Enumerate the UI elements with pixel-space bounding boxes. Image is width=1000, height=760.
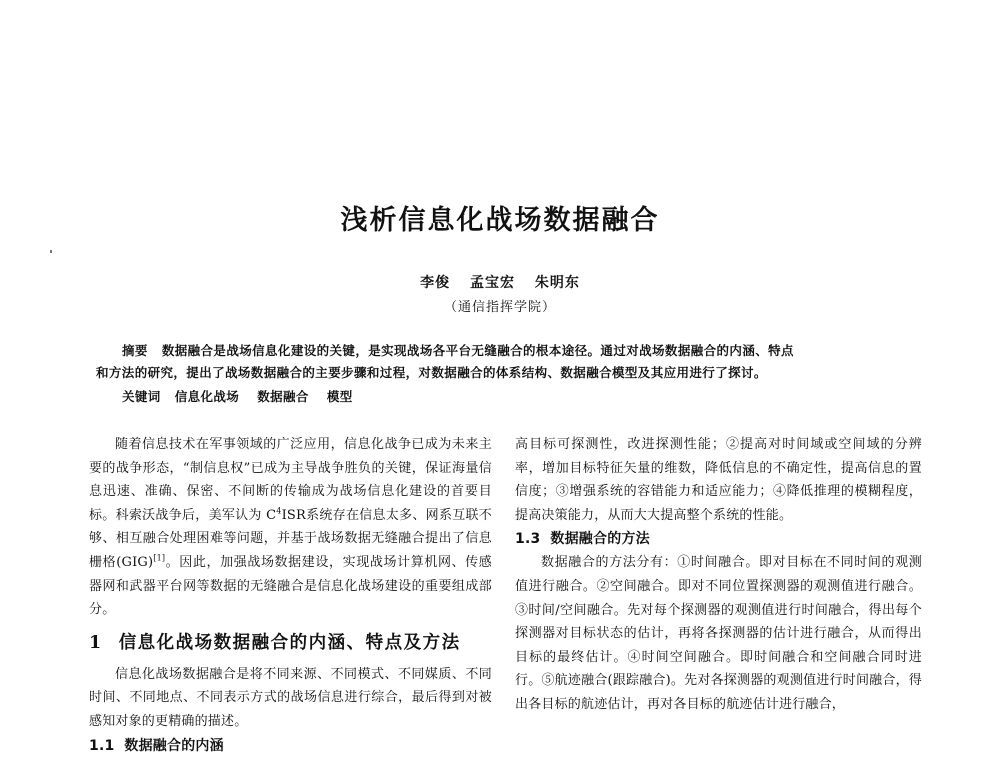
left-column xyxy=(89,433,492,758)
affiliation: （通信指挥学院） xyxy=(443,300,556,315)
keywords-line xyxy=(96,386,931,408)
section-number: 1 xyxy=(89,632,103,653)
paper-title: 浅析信息化战场数据融合 xyxy=(340,205,660,236)
section-1-3-heading xyxy=(515,527,922,551)
abstract-block xyxy=(96,340,931,408)
section-title: 信息化战场数据融合的内涵、特点及方法 xyxy=(118,632,461,653)
abstract-line-1 xyxy=(96,340,931,362)
intro-text-1: 随着信息技术在军事领域的广泛应用，信息化战争已成为未来主要的战争形态，“制信息权”已成为主导战争胜负的关键，保证海量信息迅速、准确、保密、不间断的传输成为战场信息化建设的首要目标。科索沃战争后，美军认为 C xyxy=(89,437,492,523)
keyword: 模型 xyxy=(326,389,353,404)
intro-paragraph xyxy=(89,433,492,622)
keyword: 信息化战场 xyxy=(174,389,240,404)
section-1-1-heading xyxy=(89,734,492,758)
section-title: 数据融合的方法 xyxy=(550,531,650,548)
c4-superscript: 4 xyxy=(276,506,282,516)
authors: 李俊 孟宝宏 朱明东 xyxy=(420,275,580,291)
scan-speck xyxy=(50,250,52,253)
section-1-paragraph: 信息化战场数据融合是将不同来源、不同模式、不同媒质、不同时间、不同地点、不同表示方式的战场信息进行综合，最后得到对被感知对象的更精确的描述。 xyxy=(89,666,492,729)
intro-text-2: ISR系统存在信息太多、网系互联不够、相互融合处理困难等问题，并基于战场数据无缝融合提出了信息栅格(GIG) xyxy=(89,507,492,570)
abstract-text-2: 和方法的研究，提出了战场数据融合的主要步骤和过程，对数据融合的体系结构、数据融合模型及其应用进行了探讨。 xyxy=(96,365,767,380)
right-column xyxy=(515,433,922,717)
intro-text-3: 。因此，加强战场数据建设，实现战场计算机网、传感器网和武器平台网等数据的无缝融合是信息化战场建设的重要组成部分。 xyxy=(89,554,492,618)
keyword: 数据融合 xyxy=(257,389,309,404)
keywords-label: 关键词 xyxy=(122,389,161,404)
abstract-label: 摘要 xyxy=(122,343,148,358)
right-paragraph-2: 数据融合的方法分有：①时间融合。即对目标在不同时间的观测值进行融合。②空间融合。即对不同位置探测器的观测值进行融合。③时间/空间融合。先对每个探测器的观测值进行时间融合，得出每个探测器对目标状态的估计，再将各探测器的估计进行融合，从而得出目标的最终估计。④时间空间融合。即时间融合和空间融合同时进行。⑤航迹融合(跟踪融合)。先对各探测器的观测值进行时间融合，得出各目标的航迹估计，再对各目标的航迹估计进行融合， xyxy=(515,555,922,712)
section-number: 1.3 xyxy=(515,531,541,548)
section-title: 数据融合的内涵 xyxy=(124,737,224,754)
citation-ref: [1] xyxy=(153,553,166,563)
abstract-text-1: 数据融合是战场信息化建设的关键，是实现战场各平台无缝融合的根本途径。通过对战场数据融合的内涵、特点 xyxy=(161,343,794,358)
section-number: 1.1 xyxy=(89,737,115,754)
section-1-heading xyxy=(89,630,492,656)
right-paragraph-1: 高目标可探测性，改进探测性能；②提高对时间域或空间域的分辨率，增加目标特征矢量的维数，降低信息的不确定性，提高信息的置信度；③增强系统的容错能力和适应能力；④降低推理的模糊程度，提高决策能力，从而大大提高整个系统的性能。 xyxy=(515,437,922,523)
